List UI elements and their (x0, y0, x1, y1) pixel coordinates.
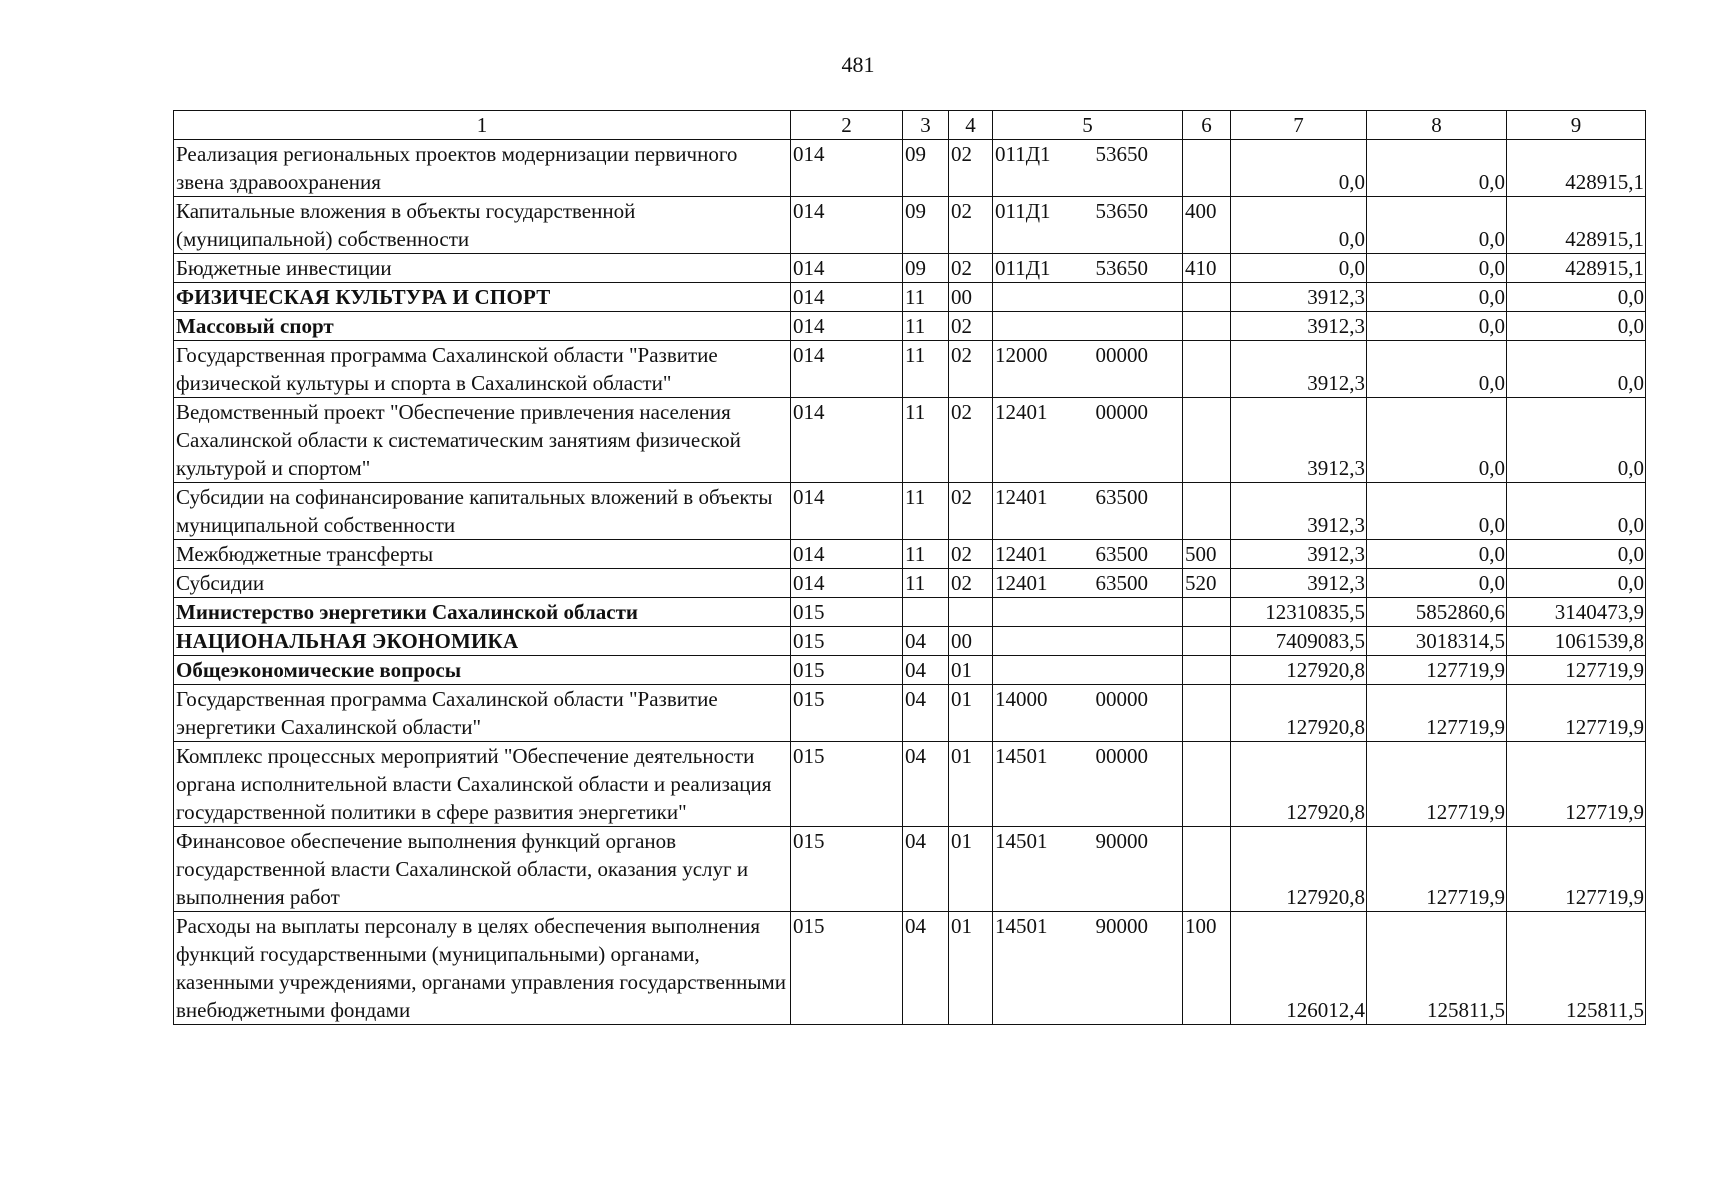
row-amount-col9: 127719,9 (1507, 827, 1646, 912)
row-ministry-code: 014 (791, 197, 903, 254)
row-target-article-direction: 63500 (1083, 569, 1183, 598)
row-ministry-code: 014 (791, 483, 903, 540)
row-subsection-code: 02 (949, 398, 993, 483)
row-name: Субсидии на софинансирование капитальных вложений в объекты муниципальной собственности (174, 483, 791, 540)
page-number: 481 (841, 52, 875, 77)
row-target-article-program: 011Д1 (993, 254, 1083, 283)
row-expense-type-code: 410 (1183, 254, 1231, 283)
row-subsection-code: 01 (949, 827, 993, 912)
row-subsection-code: 02 (949, 540, 993, 569)
row-target-article-direction (1083, 627, 1183, 656)
row-name: Государственная программа Сахалинской области "Развитие энергетики Сахалинской области" (174, 685, 791, 742)
row-subsection-code: 02 (949, 197, 993, 254)
budget-table (173, 110, 1646, 1025)
row-amount-col9: 127719,9 (1507, 742, 1646, 827)
row-section-code: 04 (903, 685, 949, 742)
row-section-code: 11 (903, 540, 949, 569)
row-amount-col9: 0,0 (1507, 483, 1646, 540)
header-cell-2: 2 (791, 111, 903, 140)
row-target-article-program (993, 598, 1083, 627)
row-target-article-program: 12401 (993, 569, 1083, 598)
row-amount-col7: 0,0 (1231, 197, 1367, 254)
row-ministry-code: 014 (791, 312, 903, 341)
row-name: Субсидии (174, 569, 791, 598)
table-row (174, 398, 1646, 483)
row-ministry-code: 014 (791, 140, 903, 197)
row-amount-col7: 7409083,5 (1231, 627, 1367, 656)
row-amount-col7: 3912,3 (1231, 283, 1367, 312)
row-amount-col8: 0,0 (1367, 341, 1507, 398)
row-target-article-direction: 53650 (1083, 197, 1183, 254)
row-amount-col7: 0,0 (1231, 254, 1367, 283)
row-subsection-code: 02 (949, 483, 993, 540)
row-amount-col8: 127719,9 (1367, 742, 1507, 827)
row-ministry-code: 014 (791, 540, 903, 569)
row-target-article-direction: 90000 (1083, 912, 1183, 1025)
row-amount-col9: 0,0 (1507, 312, 1646, 341)
header-cell-1: 1 (174, 111, 791, 140)
row-ministry-code: 014 (791, 341, 903, 398)
row-target-article-direction: 00000 (1083, 742, 1183, 827)
row-amount-col9: 127719,9 (1507, 685, 1646, 742)
row-amount-col7: 3912,3 (1231, 398, 1367, 483)
row-amount-col7: 0,0 (1231, 140, 1367, 197)
header-cell-3: 3 (903, 111, 949, 140)
row-section-code: 09 (903, 140, 949, 197)
row-amount-col7: 3912,3 (1231, 540, 1367, 569)
row-amount-col9: 0,0 (1507, 341, 1646, 398)
row-target-article-program: 12000 (993, 341, 1083, 398)
row-expense-type-code (1183, 598, 1231, 627)
row-target-article-direction: 00000 (1083, 341, 1183, 398)
row-amount-col9: 428915,1 (1507, 140, 1646, 197)
row-amount-col9: 428915,1 (1507, 197, 1646, 254)
row-expense-type-code (1183, 398, 1231, 483)
header-cell-8: 8 (1367, 111, 1507, 140)
row-subsection-code: 02 (949, 254, 993, 283)
row-amount-col8: 0,0 (1367, 569, 1507, 598)
row-target-article-direction: 53650 (1083, 254, 1183, 283)
row-target-article-direction: 63500 (1083, 483, 1183, 540)
header-cell-6: 6 (1183, 111, 1231, 140)
row-section-code: 04 (903, 827, 949, 912)
row-subsection-code: 01 (949, 685, 993, 742)
row-expense-type-code (1183, 483, 1231, 540)
row-expense-type-code (1183, 827, 1231, 912)
header-cell-9: 9 (1507, 111, 1646, 140)
row-subsection-code: 01 (949, 912, 993, 1025)
row-ministry-code: 015 (791, 656, 903, 685)
row-expense-type-code (1183, 627, 1231, 656)
row-target-article-program: 14501 (993, 912, 1083, 1025)
row-target-article-direction: 00000 (1083, 398, 1183, 483)
row-ministry-code: 014 (791, 569, 903, 598)
table-row (174, 540, 1646, 569)
row-amount-col9: 0,0 (1507, 569, 1646, 598)
table-row (174, 283, 1646, 312)
row-amount-col9: 0,0 (1507, 398, 1646, 483)
row-amount-col8: 0,0 (1367, 540, 1507, 569)
row-amount-col8: 0,0 (1367, 483, 1507, 540)
row-expense-type-code (1183, 283, 1231, 312)
row-ministry-code: 015 (791, 598, 903, 627)
row-name: Массовый спорт (174, 312, 791, 341)
row-section-code: 04 (903, 656, 949, 685)
row-target-article-program: 14000 (993, 685, 1083, 742)
row-target-article-direction: 63500 (1083, 540, 1183, 569)
row-amount-col7: 127920,8 (1231, 685, 1367, 742)
table-row (174, 627, 1646, 656)
row-subsection-code: 02 (949, 341, 993, 398)
row-name: Финансовое обеспечение выполнения функций органов государственной власти Сахалинской области, оказания услуг и выполнения работ (174, 827, 791, 912)
row-target-article-program: 011Д1 (993, 197, 1083, 254)
row-section-code: 11 (903, 569, 949, 598)
row-subsection-code: 00 (949, 283, 993, 312)
row-amount-col8: 127719,9 (1367, 656, 1507, 685)
table-row (174, 685, 1646, 742)
row-subsection-code: 02 (949, 312, 993, 341)
row-expense-type-code (1183, 312, 1231, 341)
table-row (174, 341, 1646, 398)
row-section-code: 09 (903, 254, 949, 283)
row-amount-col9: 0,0 (1507, 283, 1646, 312)
row-target-article-direction (1083, 283, 1183, 312)
row-subsection-code: 02 (949, 140, 993, 197)
row-amount-col9: 428915,1 (1507, 254, 1646, 283)
header-cell-4: 4 (949, 111, 993, 140)
row-amount-col9: 3140473,9 (1507, 598, 1646, 627)
row-expense-type-code (1183, 140, 1231, 197)
table-row (174, 197, 1646, 254)
header-cell-7: 7 (1231, 111, 1367, 140)
table-row (174, 656, 1646, 685)
row-target-article-program (993, 312, 1083, 341)
row-target-article-program: 12401 (993, 540, 1083, 569)
row-section-code: 11 (903, 483, 949, 540)
row-amount-col7: 127920,8 (1231, 827, 1367, 912)
row-amount-col7: 126012,4 (1231, 912, 1367, 1025)
row-target-article-direction: 00000 (1083, 685, 1183, 742)
row-ministry-code: 014 (791, 398, 903, 483)
row-subsection-code: 01 (949, 742, 993, 827)
row-section-code: 11 (903, 283, 949, 312)
row-name: НАЦИОНАЛЬНАЯ ЭКОНОМИКА (174, 627, 791, 656)
row-target-article-program: 14501 (993, 827, 1083, 912)
row-name: Государственная программа Сахалинской области "Развитие физической культуры и спорта в Сахалинской области" (174, 341, 791, 398)
row-name: Расходы на выплаты персоналу в целях обеспечения выполнения функций государственными (муниципальными) органами, казенными учреждениями, органами управления государственными внебюджетными фондами (174, 912, 791, 1025)
row-target-article-program: 14501 (993, 742, 1083, 827)
row-target-article-direction (1083, 312, 1183, 341)
row-section-code: 09 (903, 197, 949, 254)
table-row (174, 140, 1646, 197)
row-section-code: 04 (903, 627, 949, 656)
table-header-row (174, 111, 1646, 140)
table-row (174, 598, 1646, 627)
row-amount-col8: 0,0 (1367, 140, 1507, 197)
table-row (174, 483, 1646, 540)
row-ministry-code: 015 (791, 827, 903, 912)
table-row (174, 827, 1646, 912)
row-amount-col8: 5852860,6 (1367, 598, 1507, 627)
row-expense-type-code: 520 (1183, 569, 1231, 598)
row-expense-type-code (1183, 742, 1231, 827)
row-section-code: 04 (903, 912, 949, 1025)
row-target-article-direction: 90000 (1083, 827, 1183, 912)
row-amount-col8: 127719,9 (1367, 827, 1507, 912)
header-cell-5: 5 (993, 111, 1183, 140)
row-expense-type-code: 400 (1183, 197, 1231, 254)
row-name: ФИЗИЧЕСКАЯ КУЛЬТУРА И СПОРТ (174, 283, 791, 312)
row-target-article-direction (1083, 598, 1183, 627)
row-ministry-code: 015 (791, 912, 903, 1025)
row-amount-col8: 125811,5 (1367, 912, 1507, 1025)
row-amount-col8: 0,0 (1367, 398, 1507, 483)
row-section-code: 11 (903, 341, 949, 398)
row-subsection-code: 02 (949, 569, 993, 598)
row-ministry-code: 015 (791, 742, 903, 827)
row-amount-col9: 1061539,8 (1507, 627, 1646, 656)
row-expense-type-code: 500 (1183, 540, 1231, 569)
row-amount-col7: 127920,8 (1231, 742, 1367, 827)
row-ministry-code: 015 (791, 685, 903, 742)
table-row (174, 254, 1646, 283)
row-ministry-code: 015 (791, 627, 903, 656)
row-name: Комплекс процессных мероприятий "Обеспечение деятельности органа исполнительной власти Сахалинской области и реализация государственной политики в сфере развития энергетики" (174, 742, 791, 827)
row-name: Ведомственный проект "Обеспечение привлечения населения Сахалинской области к систематическим занятиям физической культурой и спортом" (174, 398, 791, 483)
row-amount-col7: 3912,3 (1231, 569, 1367, 598)
row-amount-col9: 125811,5 (1507, 912, 1646, 1025)
row-target-article-direction: 53650 (1083, 140, 1183, 197)
row-name: Межбюджетные трансферты (174, 540, 791, 569)
row-name: Капитальные вложения в объекты государственной (муниципальной) собственности (174, 197, 791, 254)
row-amount-col8: 0,0 (1367, 254, 1507, 283)
row-subsection-code: 01 (949, 656, 993, 685)
row-section-code (903, 598, 949, 627)
row-subsection-code: 00 (949, 627, 993, 656)
row-target-article-program: 12401 (993, 398, 1083, 483)
table-row (174, 912, 1646, 1025)
row-amount-col8: 0,0 (1367, 283, 1507, 312)
row-target-article-program (993, 656, 1083, 685)
row-target-article-program (993, 283, 1083, 312)
row-ministry-code: 014 (791, 254, 903, 283)
row-expense-type-code (1183, 685, 1231, 742)
row-subsection-code (949, 598, 993, 627)
row-amount-col8: 127719,9 (1367, 685, 1507, 742)
row-amount-col8: 0,0 (1367, 197, 1507, 254)
row-amount-col9: 0,0 (1507, 540, 1646, 569)
row-target-article-program: 12401 (993, 483, 1083, 540)
row-name: Реализация региональных проектов модернизации первичного звена здравоохранения (174, 140, 791, 197)
table-row (174, 742, 1646, 827)
row-ministry-code: 014 (791, 283, 903, 312)
row-name: Бюджетные инвестиции (174, 254, 791, 283)
row-expense-type-code (1183, 341, 1231, 398)
row-amount-col7: 3912,3 (1231, 483, 1367, 540)
row-amount-col7: 3912,3 (1231, 312, 1367, 341)
row-amount-col8: 0,0 (1367, 312, 1507, 341)
row-name: Министерство энергетики Сахалинской области (174, 598, 791, 627)
table-row (174, 312, 1646, 341)
row-amount-col7: 12310835,5 (1231, 598, 1367, 627)
row-name: Общеэкономические вопросы (174, 656, 791, 685)
row-amount-col7: 127920,8 (1231, 656, 1367, 685)
row-amount-col9: 127719,9 (1507, 656, 1646, 685)
row-expense-type-code: 100 (1183, 912, 1231, 1025)
row-section-code: 11 (903, 312, 949, 341)
row-section-code: 11 (903, 398, 949, 483)
table-row (174, 569, 1646, 598)
row-target-article-direction (1083, 656, 1183, 685)
row-target-article-program (993, 627, 1083, 656)
row-amount-col8: 3018314,5 (1367, 627, 1507, 656)
row-section-code: 04 (903, 742, 949, 827)
row-expense-type-code (1183, 656, 1231, 685)
row-amount-col7: 3912,3 (1231, 341, 1367, 398)
row-target-article-program: 011Д1 (993, 140, 1083, 197)
